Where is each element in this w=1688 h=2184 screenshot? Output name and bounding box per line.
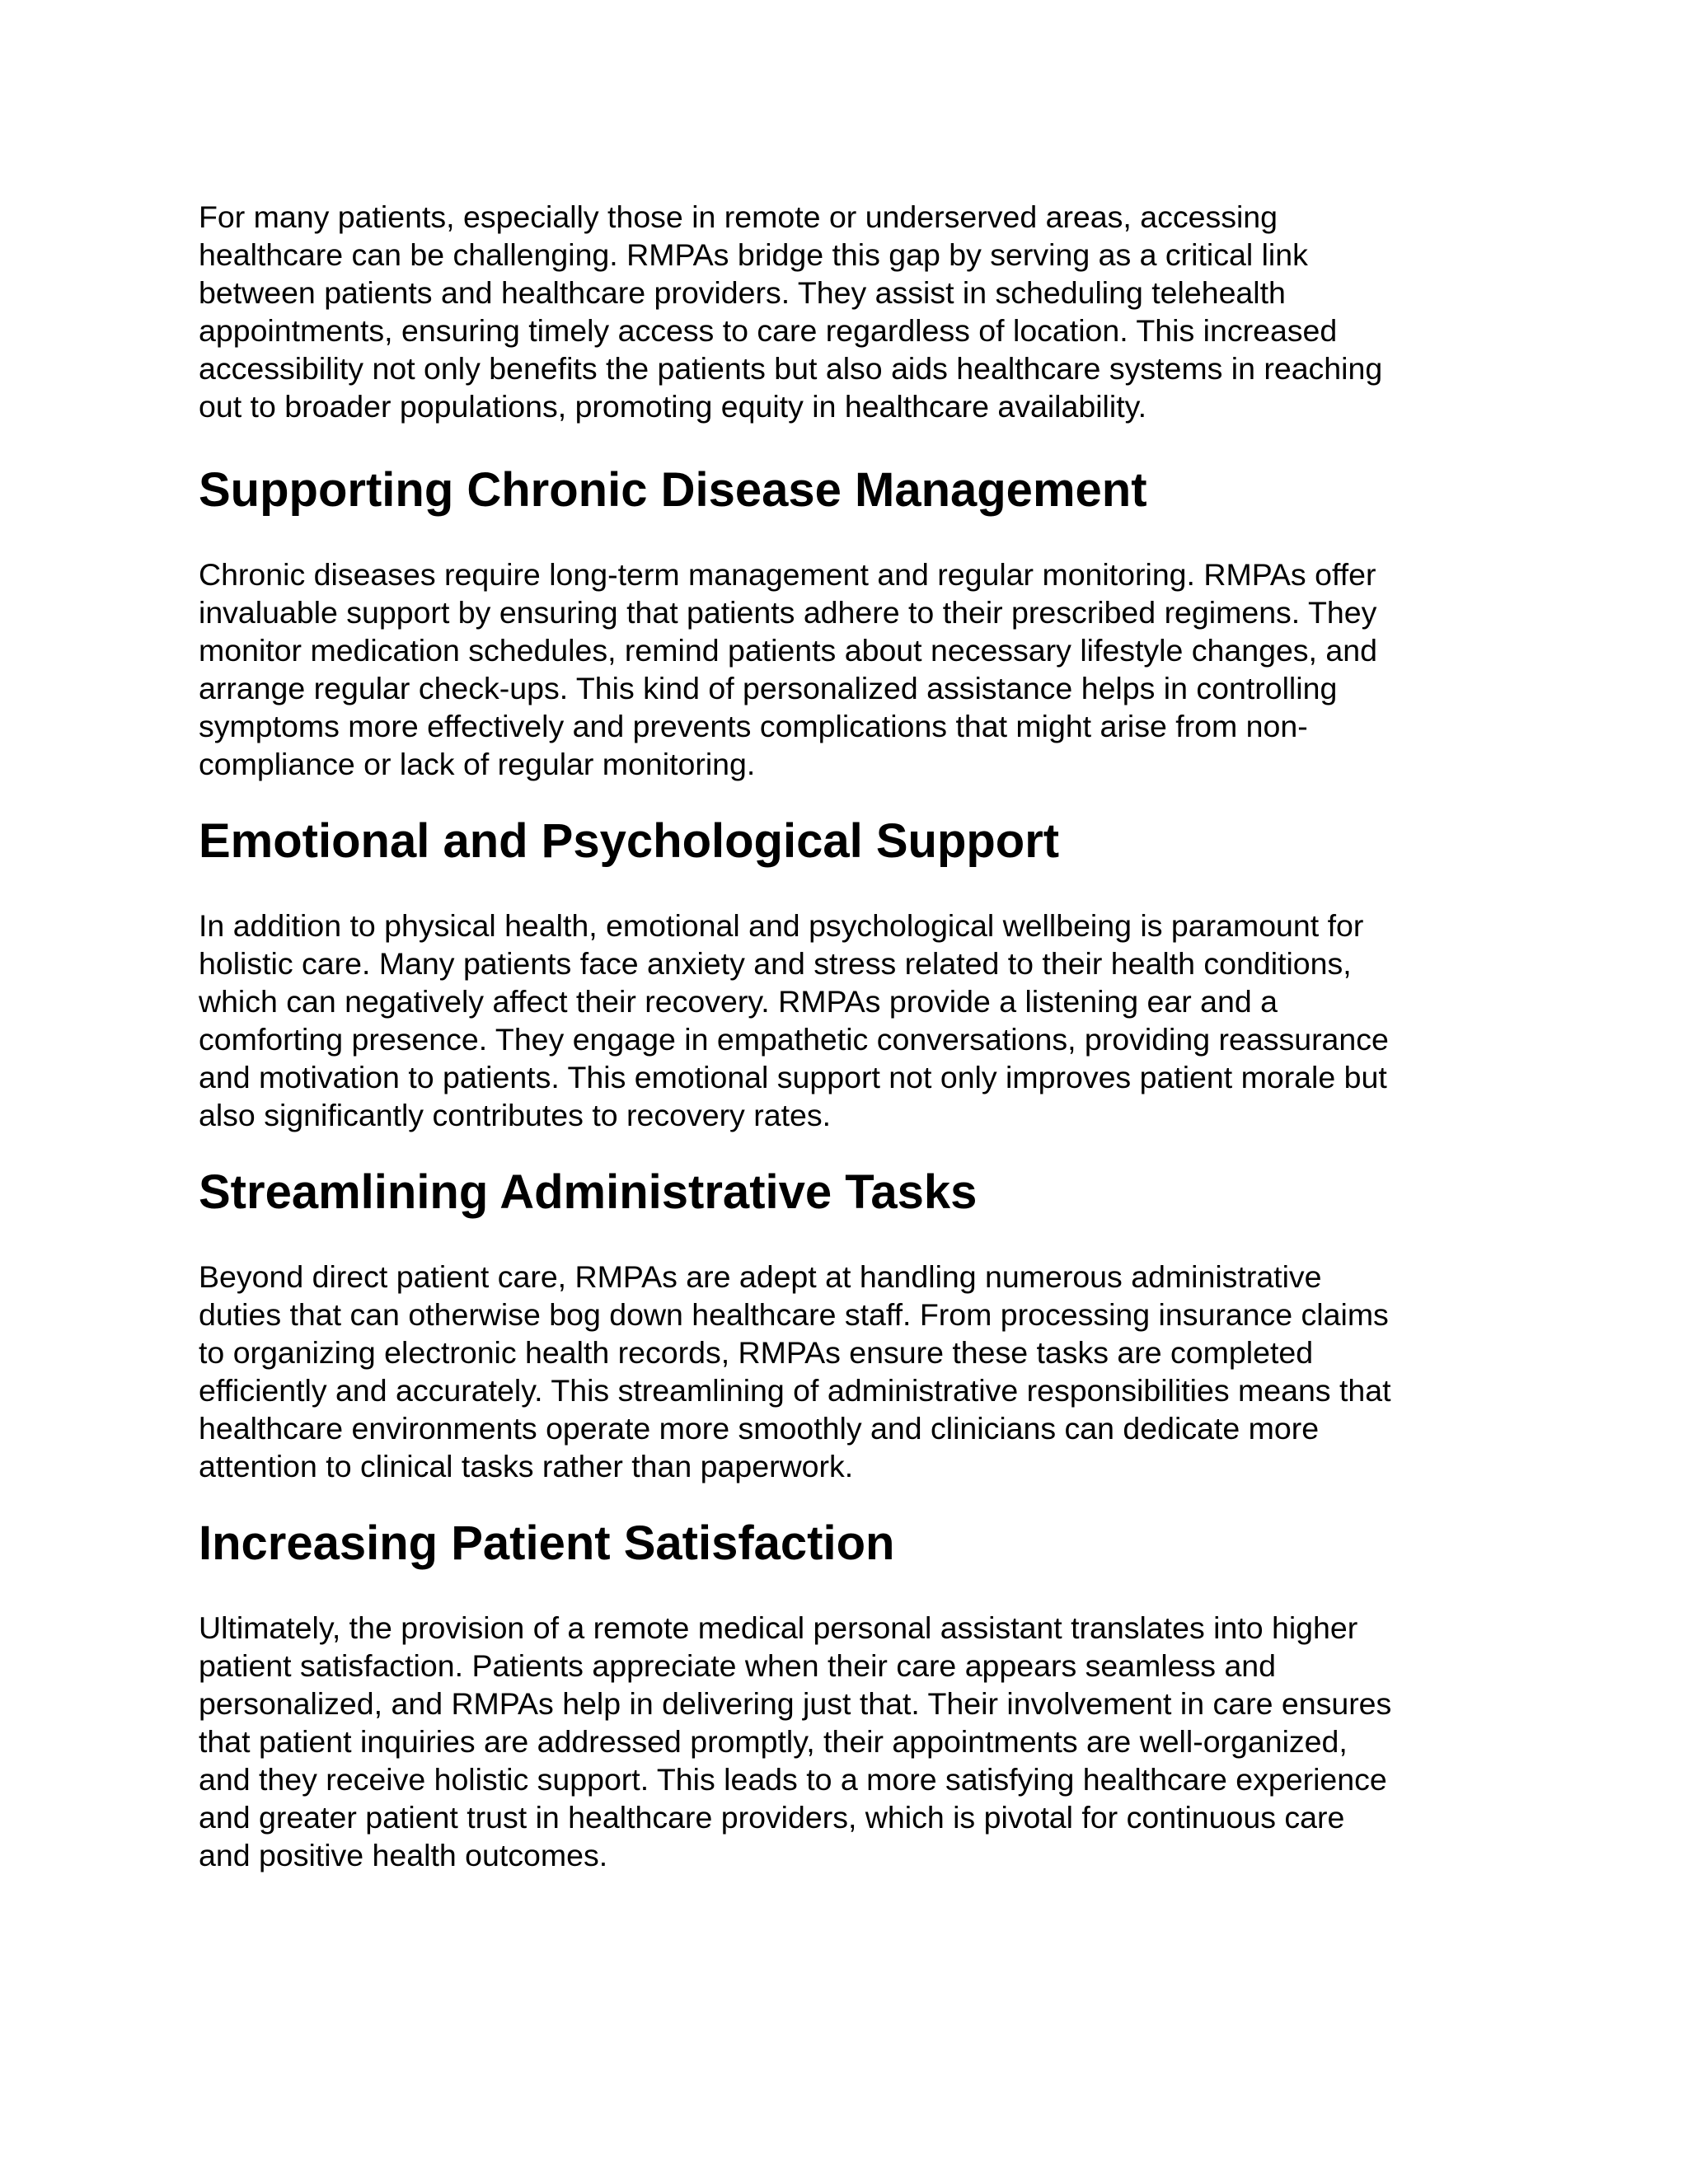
section-heading: Streamlining Administrative Tasks: [199, 1165, 978, 1219]
section-chronic-disease: [199, 462, 1517, 783]
section-paragraph: Chronic diseases require long-term management and regular monitoring. RMPAs offer invaluable support by ensuring that patients adhere to their prescribed regimens. They monitor medication schedules, remind patients about necessary lifestyle changes, and arrange regular check-ups. This kind of personalized assistance helps in controlling symptoms more effectively and prevents complications that might arise from non- compliance or lack of regular monitoring.: [199, 557, 1377, 781]
section-heading: Increasing Patient Satisfaction: [199, 1516, 895, 1570]
section-paragraph: Ultimately, the provision of a remote medical personal assistant translates into higher patient satisfaction. Patients appreciate when their care appears seamless and personalized, and RMPAs help in delivering just that. Their involvement in care ensures that patient inquiries are addressed promptly, their appointments are well-organized, and they receive holistic support. This leads to a more satisfying healthcare experience and greater patient trust in healthcare providers, which is pivotal for continuous care and positive health outcomes.: [199, 1610, 1392, 1872]
intro-paragraph: For many patients, especially those in remote or underserved areas, accessing healthcare can be challenging. RMPAs bridge this gap by serving as a critical link between patients and healthcare providers. They assist in scheduling telehealth appointments, ensuring timely access to care regardless of location. This increased accessibility not only benefits the patients but also aids healthcare systems in reaching out to broader populations, promoting equity in healthcare availability.: [199, 199, 1383, 424]
section-emotional-support: [199, 813, 1517, 1134]
section-paragraph: In addition to physical health, emotional and psychological wellbeing is paramount for holistic care. Many patients face anxiety and stress related to their health conditions, which can negatively affect their recovery. RMPAs provide a listening ear and a comforting presence. They engage in empathetic conversations, providing reassurance and motivation to patients. This emotional support not only improves patient morale but also significantly contributes to recovery rates.: [199, 908, 1389, 1132]
section-paragraph: Beyond direct patient care, RMPAs are adept at handling numerous administrative duties that can otherwise bog down healthcare staff. From processing insurance claims to organizing electronic health records, RMPAs ensure these tasks are completed efficiently and accurately. This streamlining of administrative responsibilities means that healthcare environments operate more smoothly and clinicians can dedicate more attention to clinical tasks rather than paperwork.: [199, 1259, 1391, 1483]
section-administrative-tasks: [199, 1164, 1517, 1485]
section-heading: Emotional and Psychological Support: [199, 814, 1060, 868]
section-heading: Supporting Chronic Disease Management: [199, 463, 1147, 517]
document-body: [199, 198, 1517, 1874]
section-patient-satisfaction: [199, 1515, 1517, 1874]
